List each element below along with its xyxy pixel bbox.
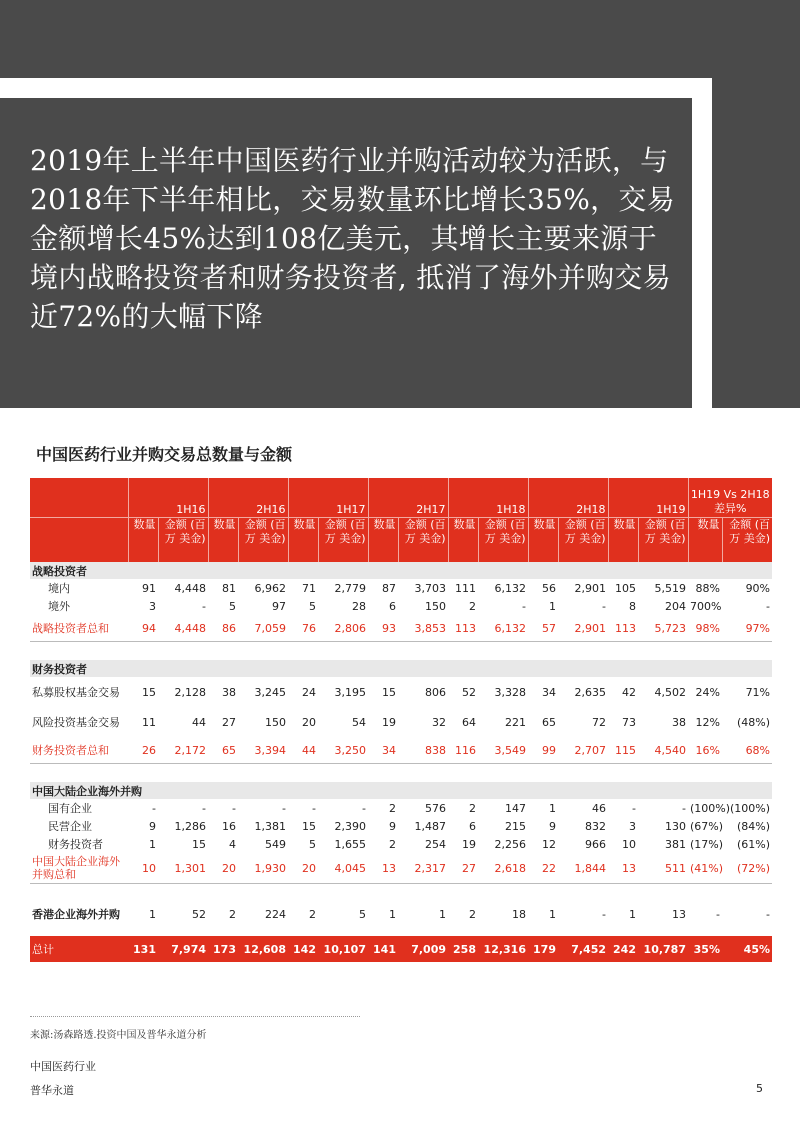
row-value: 15: [302, 819, 316, 833]
row-value: 73: [622, 715, 636, 729]
row-value: 4: [229, 837, 236, 851]
header-count: 数量: [448, 518, 478, 563]
row-overseas_total: [30, 853, 772, 884]
row-value: -: [232, 801, 236, 815]
row-value: 19: [462, 837, 476, 851]
row-value: 179: [528, 931, 558, 962]
header-amount: 金额 (百万 美金): [158, 518, 208, 563]
row-value: 549: [265, 837, 286, 851]
section-label: 中国大陆企业海外并购: [30, 782, 772, 799]
row-value: 2,901: [558, 615, 608, 642]
row-value: 204: [665, 599, 686, 613]
row-value: 44: [288, 737, 318, 764]
row-value: 15: [142, 685, 156, 699]
row-value: 44: [192, 715, 206, 729]
row-value: 150: [265, 715, 286, 729]
row-hk: [30, 902, 772, 931]
row-label: 国有企业: [48, 802, 92, 815]
row-value: 113: [608, 615, 638, 642]
row-value: 147: [505, 801, 526, 815]
row-value: 5: [229, 599, 236, 613]
header-period: 2H16: [208, 478, 288, 518]
row-value: 2,317: [398, 853, 448, 884]
footer-report-title: 中国医药行业: [30, 1060, 96, 1073]
row-value: 15: [382, 685, 396, 699]
header-amount: 金额 (百万 美金): [318, 518, 368, 563]
row-value: 6: [389, 599, 396, 613]
row-value: 12,608: [238, 931, 288, 962]
spacer-row: [30, 642, 772, 661]
row-value: 3,328: [494, 685, 526, 699]
row-value: -: [282, 801, 286, 815]
row-value: 45%: [722, 931, 772, 962]
row-value: 576: [425, 801, 446, 815]
row-value: -: [362, 801, 366, 815]
row-value: 2,256: [494, 837, 526, 851]
source-divider: [30, 1016, 360, 1017]
row-value: (100%): [690, 801, 731, 815]
header-count: 数量: [368, 518, 398, 563]
row-value: 3,195: [334, 685, 366, 699]
row-value: -: [152, 801, 156, 815]
row-value: 26: [128, 737, 158, 764]
row-value: 38: [222, 685, 236, 699]
header-corner: [30, 478, 128, 518]
row-value: 24: [302, 685, 316, 699]
row-label: 战略投资者总和: [30, 615, 128, 642]
section-financial: [30, 660, 772, 677]
header-periods: [30, 478, 772, 518]
table-title: 中国医药行业并购交易总数量与金额: [36, 445, 293, 464]
row-vc_fund: [30, 707, 772, 737]
row-value: 141: [368, 931, 398, 962]
row-value: 7,974: [158, 931, 208, 962]
row-value: 1: [398, 902, 448, 931]
row-label: 风险投资基金交易: [32, 715, 120, 729]
row-value: (48%): [736, 715, 771, 729]
row-value: 1: [528, 902, 558, 931]
header-period: 1H19: [608, 478, 688, 518]
row-value: 20: [288, 853, 318, 884]
row-value: 1: [549, 801, 556, 815]
row-label: 财务投资者: [48, 838, 103, 851]
header-count: 数量: [128, 518, 158, 563]
row-value: 111: [455, 581, 476, 595]
row-value: 2,707: [558, 737, 608, 764]
row-value: 97%: [722, 615, 772, 642]
row-value: -: [632, 801, 636, 815]
header-period: 1H17: [288, 478, 368, 518]
row-value: 24%: [695, 685, 720, 699]
row-value: 1,930: [238, 853, 288, 884]
row-value: 806: [425, 685, 446, 699]
row-value: 116: [448, 737, 478, 764]
row-value: (67%): [690, 819, 724, 833]
row-value: 5,723: [638, 615, 688, 642]
row-value: 2,128: [174, 685, 206, 699]
row-value: 142: [288, 931, 318, 962]
row-value: 11: [142, 715, 156, 729]
row-grand_total: [30, 931, 772, 962]
row-value: 3: [149, 599, 156, 613]
row-value: 1: [608, 902, 638, 931]
row-value: 511: [638, 853, 688, 884]
header-period: 1H16: [128, 478, 208, 518]
page-number: 5: [756, 1082, 763, 1095]
spacer-cell: [30, 884, 772, 903]
header-amount: 金额 (百万 美金): [558, 518, 608, 563]
row-value: 2: [469, 801, 476, 815]
row-value: 34: [368, 737, 398, 764]
row-value: 7,059: [238, 615, 288, 642]
row-value: 2,779: [334, 581, 366, 595]
row-value: 4,448: [174, 581, 206, 595]
row-value: (84%): [736, 819, 771, 833]
row-value: 2,172: [158, 737, 208, 764]
row-value: 52: [158, 902, 208, 931]
row-value: 16%: [688, 737, 722, 764]
row-label: 境外: [48, 600, 70, 613]
row-value: 65: [542, 715, 556, 729]
row-value: 2: [389, 837, 396, 851]
row-value: 1,381: [254, 819, 286, 833]
row-value: 10,107: [318, 931, 368, 962]
row-value: 28: [352, 599, 366, 613]
row-value: 150: [425, 599, 446, 613]
row-value: 4,502: [654, 685, 686, 699]
headline: 2019年上半年中国医药行业并购活动较为活跃，与2018年下半年相比，交易数量环比增长35%，交易金额增长45%达到108亿美元，其增长主要来源于境内战略投资者和财务投资者, 抵消了海外并购交易近72%的大幅下降: [30, 144, 675, 333]
row-value: 98%: [688, 615, 722, 642]
row-value: 64: [462, 715, 476, 729]
row-value: 6,132: [478, 615, 528, 642]
row-value: 4,448: [158, 615, 208, 642]
spacer-row: [30, 764, 772, 783]
header-count: 数量: [208, 518, 238, 563]
row-value: 4,045: [318, 853, 368, 884]
row-fin_inv: [30, 835, 772, 853]
row-value: 3: [629, 819, 636, 833]
header-amount: 金额 (百万 美金): [722, 518, 772, 563]
row-value: 173: [208, 931, 238, 962]
row-value: 32: [432, 715, 446, 729]
row-value: 5: [318, 902, 368, 931]
row-value: 215: [505, 819, 526, 833]
header-amount: 金额 (百万 美金): [478, 518, 528, 563]
row-value: 35%: [688, 931, 722, 962]
row-value: 3,245: [254, 685, 286, 699]
row-value: 76: [288, 615, 318, 642]
row-value: 3,549: [478, 737, 528, 764]
row-value: -: [202, 599, 206, 613]
header-period: 2H18: [528, 478, 608, 518]
row-value: 86: [208, 615, 238, 642]
row-value: 57: [528, 615, 558, 642]
row-value: 3,394: [238, 737, 288, 764]
ma-table: [30, 478, 772, 962]
row-value: 13: [608, 853, 638, 884]
header-diff: 1H19 Vs 2H18 差异%: [688, 478, 772, 518]
row-value: 2: [208, 902, 238, 931]
row-value: 1,655: [334, 837, 366, 851]
header-count: 数量: [688, 518, 722, 563]
header-period: 1H18: [448, 478, 528, 518]
row-value: 9: [149, 819, 156, 833]
header-amount: 金额 (百万 美金): [398, 518, 448, 563]
row-value: 2,806: [318, 615, 368, 642]
row-value: 34: [542, 685, 556, 699]
row-value: 130: [665, 819, 686, 833]
row-value: 90%: [745, 581, 771, 595]
row-label: 民营企业: [48, 820, 92, 833]
row-value: 966: [585, 837, 606, 851]
row-value: 27: [222, 715, 236, 729]
row-value: -: [688, 902, 722, 931]
row-value: 12%: [695, 715, 720, 729]
footer-brand: 普华永道: [30, 1084, 74, 1097]
section-strategic: [30, 562, 772, 579]
row-value: 221: [505, 715, 526, 729]
header-period: 2H17: [368, 478, 448, 518]
row-value: -: [722, 902, 772, 931]
row-value: (100%): [729, 801, 771, 815]
row-value: 381: [665, 837, 686, 851]
row-value: 2,901: [574, 581, 606, 595]
row-value: -: [766, 599, 771, 613]
row-value: (17%): [690, 837, 724, 851]
row-value: 6,962: [254, 581, 286, 595]
row-value: 20: [208, 853, 238, 884]
row-value: 19: [382, 715, 396, 729]
row-value: -: [522, 599, 526, 613]
spacer-cell: [30, 764, 772, 783]
row-label: 财务投资者总和: [30, 737, 128, 764]
row-label: 中国大陆企业海外并购总和: [30, 853, 128, 884]
row-value: 10: [622, 837, 636, 851]
row-value: 12,316: [478, 931, 528, 962]
row-value: 56: [542, 581, 556, 595]
row-label: 总计: [30, 931, 128, 962]
row-value: 9: [549, 819, 556, 833]
row-value: 1,487: [414, 819, 446, 833]
row-value: 13: [638, 902, 688, 931]
row-value: 6: [469, 819, 476, 833]
row-value: 88%: [695, 581, 720, 595]
row-value: 131: [128, 931, 158, 962]
row-value: 42: [622, 685, 636, 699]
row-value: 38: [672, 715, 686, 729]
row-value: 71: [302, 581, 316, 595]
row-value: 10: [128, 853, 158, 884]
row-value: 2,635: [574, 685, 606, 699]
row-value: 9: [389, 819, 396, 833]
row-pe_fund: [30, 677, 772, 707]
row-value: 105: [615, 581, 636, 595]
row-value: 113: [448, 615, 478, 642]
row-value: 3,250: [318, 737, 368, 764]
row-value: 3,853: [398, 615, 448, 642]
row-value: 7,009: [398, 931, 448, 962]
row-label: 香港企业海外并购: [30, 902, 128, 931]
header-corner: [30, 518, 128, 563]
row-value: -: [602, 599, 606, 613]
row-value: 91: [142, 581, 156, 595]
header-count: 数量: [608, 518, 638, 563]
row-value: 99: [528, 737, 558, 764]
row-value: 54: [352, 715, 366, 729]
row-value: 1: [149, 837, 156, 851]
row-label: 境内: [48, 582, 70, 595]
header-subcolumns: [30, 518, 772, 563]
row-value: 838: [398, 737, 448, 764]
section-label: 财务投资者: [30, 660, 772, 677]
row-value: 1,844: [558, 853, 608, 884]
spacer-cell: [30, 642, 772, 661]
row-value: 15: [192, 837, 206, 851]
row-value: -: [682, 801, 686, 815]
row-value: 87: [382, 581, 396, 595]
source-note: 来源:汤森路透.投资中国及普华永道分析: [30, 1030, 207, 1041]
row-value: (72%): [722, 853, 772, 884]
row-value: 2: [469, 599, 476, 613]
row-value: 2,618: [478, 853, 528, 884]
row-soe: [30, 799, 772, 817]
row-value: 1,286: [174, 819, 206, 833]
section-overseas: [30, 782, 772, 799]
header-count: 数量: [288, 518, 318, 563]
row-value: 258: [448, 931, 478, 962]
row-value: 1: [128, 902, 158, 931]
row-value: 22: [528, 853, 558, 884]
row-value: 8: [629, 599, 636, 613]
row-value: 16: [222, 819, 236, 833]
row-value: 7,452: [558, 931, 608, 962]
header-count: 数量: [528, 518, 558, 563]
spacer-row: [30, 884, 772, 903]
row-value: (41%): [688, 853, 722, 884]
row-value: -: [558, 902, 608, 931]
row-value: 2,390: [334, 819, 366, 833]
row-financial_total: [30, 737, 772, 764]
row-value: -: [312, 801, 316, 815]
row-value: 65: [208, 737, 238, 764]
row-value: 20: [302, 715, 316, 729]
row-value: 1,301: [158, 853, 208, 884]
row-value: 46: [592, 801, 606, 815]
row-domestic: [30, 579, 772, 597]
row-value: 4,540: [638, 737, 688, 764]
row-value: (61%): [736, 837, 771, 851]
row-value: 6,132: [494, 581, 526, 595]
row-value: 94: [128, 615, 158, 642]
row-value: 93: [368, 615, 398, 642]
row-value: 71%: [745, 685, 771, 699]
row-value: 5: [309, 837, 316, 851]
row-value: 5: [309, 599, 316, 613]
row-value: 52: [462, 685, 476, 699]
row-value: 72: [592, 715, 606, 729]
section-label: 战略投资者: [30, 562, 772, 579]
row-value: -: [202, 801, 206, 815]
row-value: 832: [585, 819, 606, 833]
header-amount: 金额 (百万 美金): [238, 518, 288, 563]
row-value: 1: [549, 599, 556, 613]
row-value: 115: [608, 737, 638, 764]
row-private: [30, 817, 772, 835]
row-value: 97: [272, 599, 286, 613]
row-foreign: [30, 597, 772, 615]
row-value: 254: [425, 837, 446, 851]
row-value: 27: [448, 853, 478, 884]
row-value: 1: [368, 902, 398, 931]
row-value: 10,787: [638, 931, 688, 962]
row-value: 2: [389, 801, 396, 815]
row-value: 5,519: [654, 581, 686, 595]
row-value: 13: [368, 853, 398, 884]
row-value: 2: [288, 902, 318, 931]
row-value: 224: [238, 902, 288, 931]
row-value: 12: [542, 837, 556, 851]
row-value: 3,703: [414, 581, 446, 595]
header-amount: 金额 (百万 美金): [638, 518, 688, 563]
row-value: 18: [478, 902, 528, 931]
row-value: 2: [448, 902, 478, 931]
row-value: 81: [222, 581, 236, 595]
row-strategic_total: [30, 615, 772, 642]
row-value: 700%: [690, 599, 722, 613]
row-value: 242: [608, 931, 638, 962]
row-label: 私募股权基金交易: [32, 685, 120, 699]
row-value: 68%: [722, 737, 772, 764]
